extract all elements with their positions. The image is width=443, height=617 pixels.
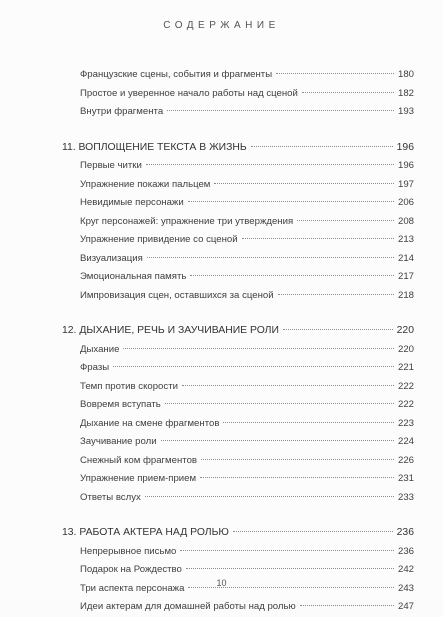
section-gap	[80, 305, 414, 322]
toc-entry-title: Вовремя вступать	[80, 399, 161, 410]
toc-chapter-title: 11. ВОПЛОЩЕНИЕ ТЕКСТА В ЖИЗНЬ	[62, 141, 247, 153]
toc-entry	[80, 396, 414, 415]
toc-entry	[80, 341, 414, 360]
toc-entry-title: Упражнение привидение со сценой	[80, 234, 238, 245]
toc-entry-page: 196	[397, 160, 414, 171]
toc-entry-title: Три аспекта персонажа	[80, 582, 185, 594]
dot-leader	[302, 92, 394, 93]
toc-entry-page: 243	[397, 582, 414, 594]
toc-entry-page: 231	[397, 473, 414, 484]
toc-entry	[80, 194, 414, 213]
section-gap	[80, 507, 414, 524]
dot-leader	[278, 294, 394, 295]
toc-entry-page: 180	[397, 69, 414, 80]
dot-leader	[146, 164, 394, 165]
toc-entry-title: Дыхание на смене фрагментов	[80, 417, 220, 429]
toc-entry	[80, 287, 414, 306]
toc-entry	[80, 231, 414, 250]
toc-entry-title: Визуализация	[80, 252, 143, 264]
toc-entry-page: 221	[397, 362, 414, 373]
toc-entry-title: Фразы	[80, 362, 110, 373]
toc-entry	[80, 85, 414, 104]
toc-entry	[80, 433, 414, 452]
toc-entry-title: Дыхание	[80, 343, 120, 355]
dot-leader	[297, 220, 394, 221]
dot-leader	[190, 275, 394, 276]
toc-entry-page: 193	[397, 106, 414, 117]
toc-entry-page: 247	[397, 601, 414, 612]
toc-chapter	[62, 139, 414, 158]
dot-leader	[300, 605, 394, 606]
toc-entry	[80, 250, 414, 269]
toc-entry-page: 218	[397, 289, 414, 301]
table-of-contents	[62, 66, 414, 617]
toc-entry	[80, 213, 414, 232]
toc-entry	[80, 598, 414, 617]
toc-chapter-title: 13. РАБОТА АКТЕРА НАД РОЛЬЮ	[62, 527, 229, 538]
toc-entry-title: Импровизация сцен, оставшихся за сценой	[80, 289, 274, 301]
toc-entry-title: Подарок на Рождество	[80, 564, 182, 575]
page-header-title: СОДЕРЖАНИЕ	[163, 20, 280, 31]
toc-entry-page: 222	[397, 380, 414, 392]
toc-entry-title: Невидимые персонажи	[80, 197, 184, 208]
dot-leader	[251, 146, 393, 147]
toc-entry-page: 217	[397, 271, 414, 282]
toc-entry-page: 214	[397, 252, 414, 264]
dot-leader	[201, 459, 394, 460]
toc-entry-title: Темп против скорости	[80, 380, 178, 392]
toc-entry-title: Непрерывное письмо	[80, 545, 177, 557]
section-gap	[80, 122, 414, 139]
toc-chapter	[62, 524, 414, 543]
toc-entry-page: 222	[397, 399, 414, 410]
toc-entry	[80, 66, 414, 85]
toc-chapter-page: 220	[396, 325, 414, 336]
toc-entry	[80, 157, 414, 176]
toc-entry-page: 226	[397, 454, 414, 466]
toc-entry-title: Французские сцены, события и фрагменты	[80, 69, 273, 80]
toc-entry-page: 208	[397, 215, 414, 227]
toc-entry-page: 233	[397, 491, 414, 503]
dot-leader	[242, 238, 394, 239]
toc-entry	[80, 268, 414, 287]
toc-chapter-page: 196	[396, 141, 414, 153]
toc-chapter-page: 236	[396, 527, 414, 538]
toc-entry-page: 224	[397, 436, 414, 447]
toc-entry	[80, 452, 414, 471]
toc-entry-title: Заучивание роли	[80, 436, 157, 447]
dot-leader	[167, 110, 394, 111]
dot-leader	[123, 348, 394, 349]
toc-entry-title: Упражнение покажи пальцем	[80, 178, 211, 190]
toc-entry	[80, 378, 414, 397]
dot-leader	[200, 477, 394, 478]
toc-entry-title: Ответы вслух	[80, 491, 141, 503]
toc-chapter	[62, 322, 414, 341]
dot-leader	[161, 440, 394, 441]
dot-leader	[283, 329, 393, 330]
toc-entry-page: 220	[397, 343, 414, 355]
toc-entry	[80, 543, 414, 562]
toc-entry	[80, 415, 414, 434]
toc-entry-title: Эмоциональная память	[80, 271, 187, 282]
toc-entry-page: 213	[397, 234, 414, 245]
toc-entry-title: Простое и уверенное начало работы над сценой	[80, 87, 298, 99]
dot-leader	[145, 496, 394, 497]
toc-chapter-title: 12. ДЫХАНИЕ, РЕЧЬ И ЗАУЧИВАНИЕ РОЛИ	[62, 325, 279, 336]
dot-leader	[186, 568, 394, 569]
dot-leader	[276, 73, 394, 74]
toc-entry-title: Упражнение прием-прием	[80, 473, 197, 484]
toc-entry	[80, 103, 414, 122]
dot-leader	[165, 403, 394, 404]
toc-entry-page: 242	[397, 564, 414, 575]
dot-leader	[113, 366, 394, 367]
dot-leader	[182, 385, 394, 386]
toc-entry-page: 236	[397, 545, 414, 557]
toc-entry-title: Первые читки	[80, 160, 142, 171]
toc-entry	[80, 176, 414, 195]
toc-entry-title: Внутри фрагмента	[80, 106, 164, 117]
toc-entry-page: 182	[397, 87, 414, 99]
toc-entry-page: 223	[397, 417, 414, 429]
dot-leader	[147, 257, 394, 258]
page-number: 10	[216, 578, 227, 588]
dot-leader	[214, 183, 394, 184]
dot-leader	[223, 422, 394, 423]
toc-entry	[80, 561, 414, 580]
dot-leader	[188, 201, 394, 202]
toc-entry	[80, 470, 414, 489]
toc-entry-page: 206	[397, 197, 414, 208]
dot-leader	[180, 550, 394, 551]
toc-entry-title: Круг персонажей: упражнение три утверждения	[80, 215, 294, 227]
dot-leader	[233, 531, 393, 532]
toc-entry-title: Снежный ком фрагментов	[80, 454, 198, 466]
toc-entry-title: Идеи актерам для домашней работы над ролью	[80, 601, 296, 612]
toc-entry-page: 197	[397, 178, 414, 190]
toc-entry	[80, 489, 414, 508]
toc-entry	[80, 359, 414, 378]
